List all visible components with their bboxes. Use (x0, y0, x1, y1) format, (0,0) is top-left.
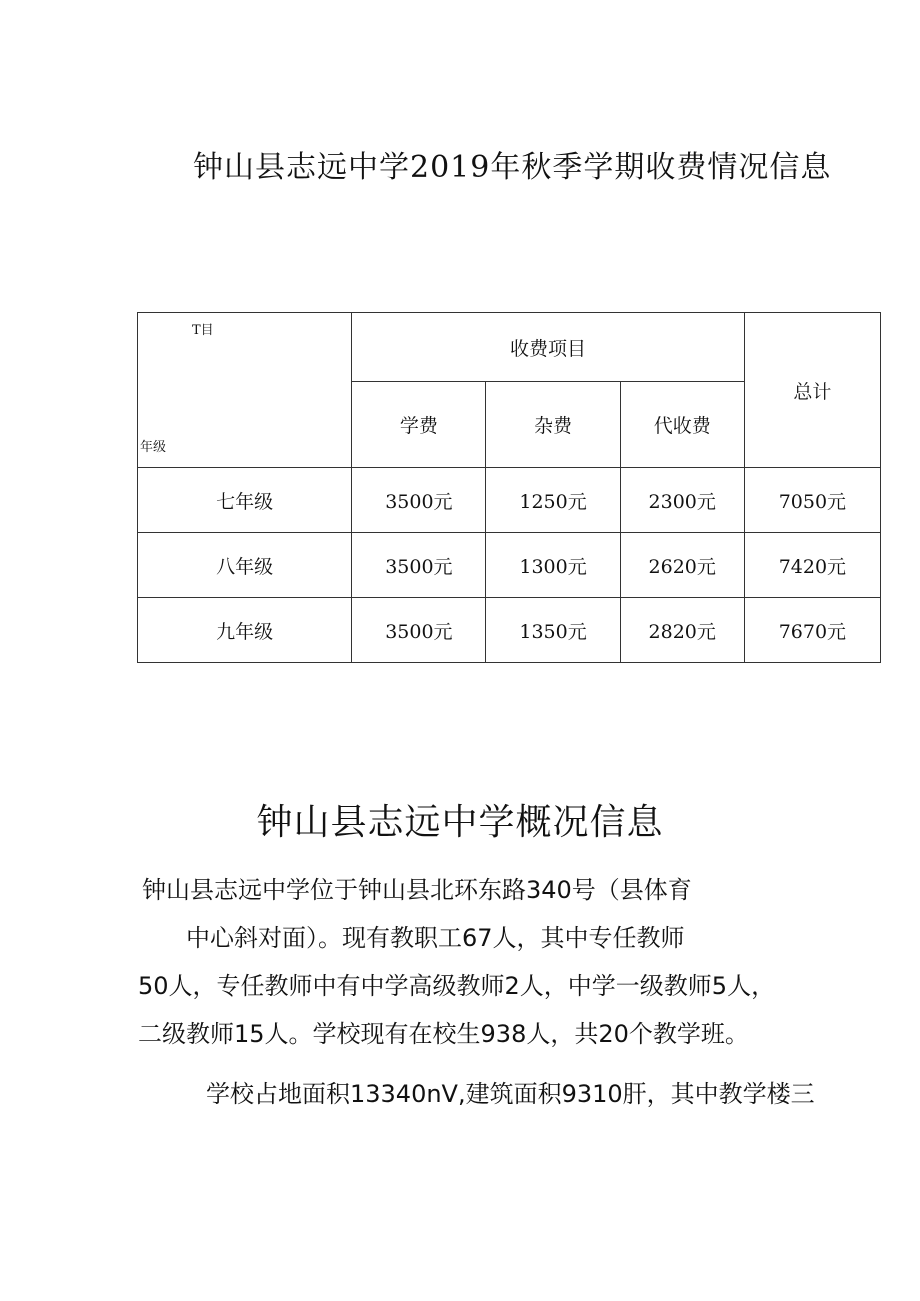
subheader-misc: 杂费 (486, 382, 620, 468)
collected-cell: 2620元 (620, 533, 744, 598)
subheader-collected: 代收费 (620, 382, 744, 468)
page-title: 钟山县志远中学2019年秋季学期收费情况信息 (193, 150, 832, 185)
total-cell: 7420元 (744, 533, 880, 598)
total-cell: 7670元 (744, 598, 880, 663)
fee-table (137, 312, 881, 663)
tuition-cell: 3500元 (352, 598, 486, 663)
paragraph-line: 中心斜对面）。现有教职工67人，其中专任教师 (186, 924, 685, 952)
corner-label-grade: 年级 (140, 440, 167, 455)
corner-label-item: T目 (192, 323, 214, 338)
misc-cell: 1250元 (486, 468, 620, 533)
misc-cell: 1300元 (486, 533, 620, 598)
misc-cell: 1350元 (486, 598, 620, 663)
paragraph-line: 学校占地面积13340nV,建筑面积9310肝，其中教学楼三 (206, 1080, 815, 1108)
grade-cell: 八年级 (138, 533, 352, 598)
table-row (138, 533, 881, 598)
group-header-fee-items: 收费项目 (352, 313, 745, 382)
table-row (138, 468, 881, 533)
table-row (138, 598, 881, 663)
tuition-cell: 3500元 (352, 468, 486, 533)
tuition-cell: 3500元 (352, 533, 486, 598)
grade-cell: 七年级 (138, 468, 352, 533)
paragraph-line: 50人，专任教师中有中学高级教师2人，中学一级教师5人， (138, 972, 776, 1000)
total-header: 总计 (744, 313, 880, 468)
total-cell: 7050元 (744, 468, 880, 533)
collected-cell: 2300元 (620, 468, 744, 533)
grade-cell: 九年级 (138, 598, 352, 663)
paragraph-line: 钟山县志远中学位于钟山县北环东路340号（县体育 (142, 876, 692, 904)
table-header-row (138, 313, 881, 382)
corner-header-cell (138, 313, 352, 468)
collected-cell: 2820元 (620, 598, 744, 663)
paragraph-line: 二级教师15人。学校现有在校生938人，共20个教学班。 (138, 1020, 749, 1048)
subheader-tuition: 学费 (352, 382, 486, 468)
section-title: 钟山县志远中学概况信息 (256, 802, 664, 843)
